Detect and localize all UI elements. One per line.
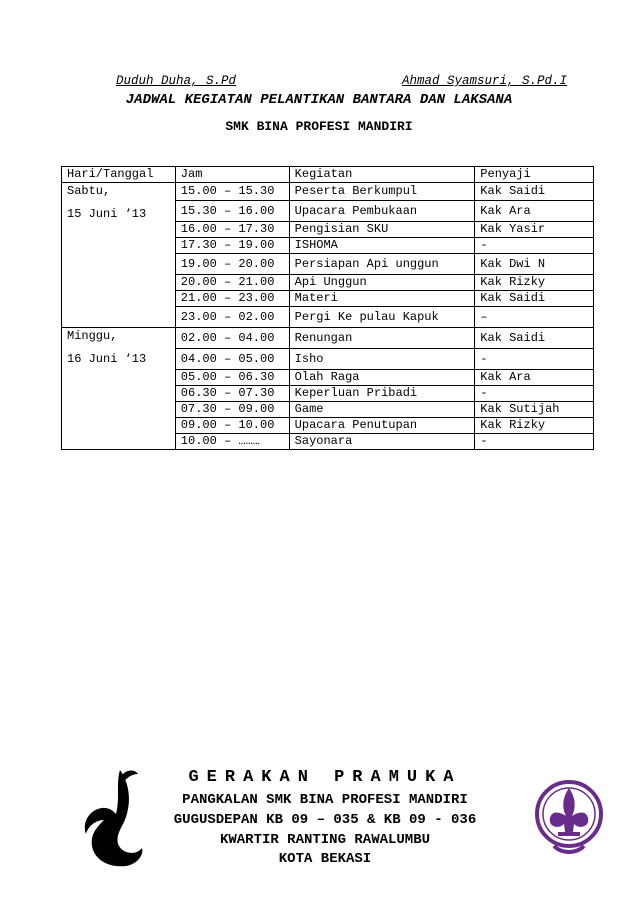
footer-branch: KWARTIR RANTING RAWALUMBU: [219, 832, 431, 848]
header-kegiatan: Kegiatan: [289, 167, 475, 183]
cell-kegiatan: Upacara Pembukaan: [289, 201, 475, 222]
footer-org-name: GERAKAN PRAMUKA: [188, 768, 462, 787]
scout-fleur-de-lis-logo: [532, 772, 607, 862]
footer-city: KOTA BEKASI: [278, 851, 372, 867]
cell-jam: 09.00 – 10.00: [175, 418, 289, 434]
cell-kegiatan: Pengisian SKU: [289, 222, 475, 238]
header-penyaji: Penyaji: [475, 167, 594, 183]
cell-jam: 06.30 – 07.30: [175, 386, 289, 402]
document-title: JADWAL KEGIATAN PELANTIKAN BANTARA DAN LAKSANA: [125, 92, 513, 108]
table-row: [62, 183, 594, 201]
cell-penyaji: Kak Saidi: [475, 291, 594, 307]
cell-jam: 04.00 – 05.00: [175, 349, 289, 370]
footer-base: PANGKALAN SMK BINA PROFESI MANDIRI: [182, 792, 468, 808]
cell-jam: 02.00 – 04.00: [175, 328, 289, 349]
schedule-table: [61, 166, 594, 450]
cell-jam: 07.30 – 09.00: [175, 402, 289, 418]
cell-penyaji: Kak Sutijah: [475, 402, 594, 418]
cell-kegiatan: Api Unggun: [289, 275, 475, 291]
cell-penyaji: -: [475, 238, 594, 254]
cell-jam: 05.00 – 06.30: [175, 370, 289, 386]
cell-kegiatan: Keperluan Pribadi: [289, 386, 475, 402]
cell-jam: 20.00 – 21.00: [175, 275, 289, 291]
day-cell: [62, 328, 176, 450]
cell-kegiatan: Renungan: [289, 328, 475, 349]
cell-kegiatan: Isho: [289, 349, 475, 370]
cell-penyaji: Kak Ara: [475, 370, 594, 386]
cell-jam: 17.30 – 19.00: [175, 238, 289, 254]
cell-jam: 21.00 – 23.00: [175, 291, 289, 307]
cell-jam: 16.00 – 17.30: [175, 222, 289, 238]
day-name: Minggu,: [67, 329, 118, 343]
signatories: [116, 74, 572, 92]
cell-penyaji: -: [475, 349, 594, 370]
cell-penyaji: –: [475, 307, 594, 328]
cell-penyaji: Kak Yasir: [475, 222, 594, 238]
cell-kegiatan: Sayonara: [289, 434, 475, 450]
header-hari-tanggal: Hari/Tanggal: [62, 167, 176, 183]
cell-penyaji: -: [475, 434, 594, 450]
table-row: [62, 328, 594, 349]
cell-kegiatan: Pergi Ke pulau Kapuk: [289, 307, 475, 328]
cell-kegiatan: ISHOMA: [289, 238, 475, 254]
cell-penyaji: Kak Dwi N: [475, 254, 594, 275]
day-name: Sabtu,: [67, 184, 111, 198]
cell-kegiatan: Upacara Penutupan: [289, 418, 475, 434]
cell-jam: 15.00 – 15.30: [175, 183, 289, 201]
cell-jam: 15.30 – 16.00: [175, 201, 289, 222]
document-subtitle: SMK BINA PROFESI MANDIRI: [225, 119, 413, 134]
cell-penyaji: Kak Saidi: [475, 183, 594, 201]
cell-kegiatan: Game: [289, 402, 475, 418]
footer-group-numbers: GUGUSDEPAN KB 09 – 035 & KB 09 - 036: [173, 812, 477, 828]
cell-jam: 10.00 – ………: [175, 434, 289, 450]
cell-jam: 19.00 – 20.00: [175, 254, 289, 275]
cell-penyaji: Kak Saidi: [475, 328, 594, 349]
cell-kegiatan: Peserta Berkumpul: [289, 183, 475, 201]
cell-penyaji: Kak Ara: [475, 201, 594, 222]
day-date: 15 Juni ‘13: [67, 207, 147, 221]
cell-jam: 23.00 – 02.00: [175, 307, 289, 328]
table-header-row: [62, 167, 594, 183]
cell-kegiatan: Olah Raga: [289, 370, 475, 386]
cell-penyaji: Kak Rizky: [475, 275, 594, 291]
cell-kegiatan: Materi: [289, 291, 475, 307]
right-signatory: Ahmad Syamsuri, S.Pd.I: [402, 74, 568, 88]
cell-kegiatan: Persiapan Api unggun: [289, 254, 475, 275]
cell-penyaji: Kak Rizky: [475, 418, 594, 434]
day-cell: [62, 183, 176, 328]
cell-penyaji: -: [475, 386, 594, 402]
left-signatory: Duduh Duha, S.Pd: [116, 74, 237, 88]
header-jam: Jam: [175, 167, 289, 183]
day-date: 16 Juni ‘13: [67, 352, 147, 366]
